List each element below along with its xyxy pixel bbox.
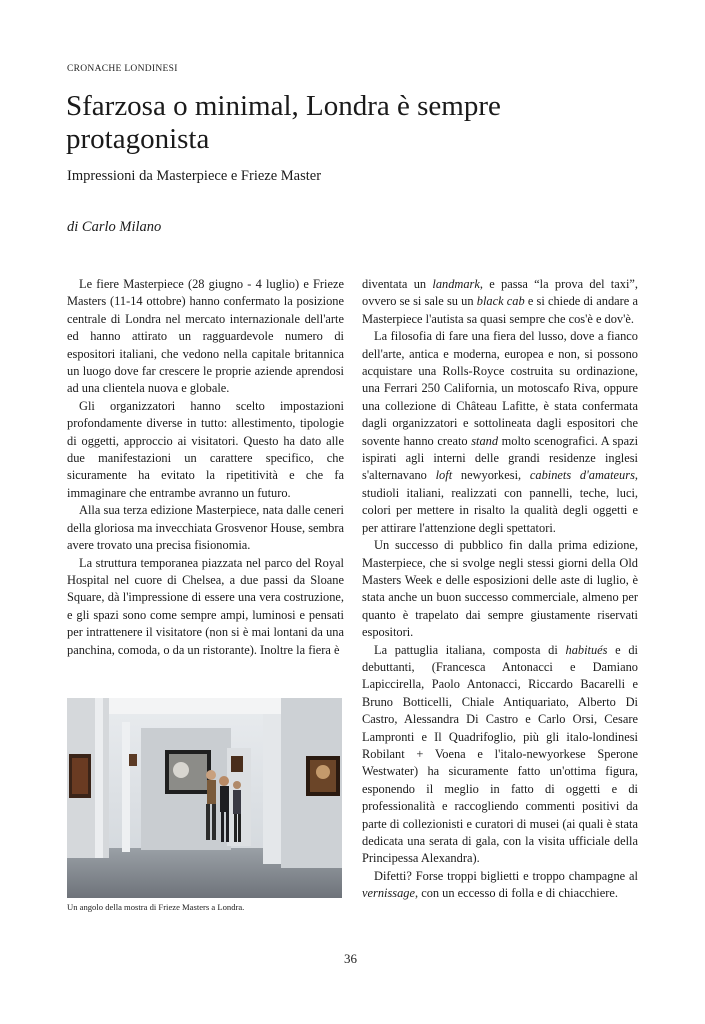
section-label: CRONACHE LONDINESI bbox=[67, 64, 178, 74]
right-column bbox=[362, 276, 638, 903]
exhibition-photo bbox=[67, 698, 342, 898]
article-subtitle: Impressioni da Masterpiece e Frieze Master bbox=[67, 168, 322, 184]
right-paragraph-4: La pattuglia italiana, composta di habitués e di debuttanti, (Francesca Antonacci e Damiano Lapiccirella, Paolo Antonacci, Riccardo Bacarelli e Bruno Botticelli, Chiale Antiquariato, Alberto Di Castro, Alessandra Di Castro e Carlo Orsi, Cesare Lampronti e Il Quadrifoglio, più gli italo-londinesi Robilant + Voena e l'italo-newyorkese Sperone Westwater) ha sicuramente fatto un'ottima figura, esponendo il meglio in fatto di oggetti e di professionalità e raccogliendo commenti positivi da parte di collezionisti e curatori di musei (ai quali è stata dedicata una serata di gala, con la visita ufficiale della Principessa Alexandra). bbox=[362, 642, 638, 866]
left-paragraph-2: Gli organizzatori hanno scelto impostazioni profondamente diverse in tutto: allestimento, tipologie di oggetti, approccio ai visitatori. Questo ha dato alle due manifestazioni un carattere specifico, che sicuramente ha evitato la ripetitività e che fa immaginare che entrambe avranno un futuro. bbox=[67, 398, 344, 500]
left-paragraph-4: La struttura temporanea piazzata nel parco del Royal Hospital nel cuore di Chelsea, a due passi da Sloane Square, dà l'impressione di essere una vera costruzione, e gli spazi sono come sempre ampi, luminosi e pensati per intrattenere il visitatore (non si è mai lontani da una panchina, comoda, o da un ristorante). Inoltre la fiera è bbox=[67, 555, 344, 657]
byline: di Carlo Milano bbox=[67, 219, 162, 235]
left-paragraph-1: Le fiere Masterpiece (28 giugno - 4 luglio) e Frieze Masters (11-14 ottobre) hanno confermato la posizione centrale di Londra nel mercato internazionale dell'arte ed hanno attirato un ragguardevole numero di espositori italiani, che vedono nella capitale britannica un luogo dove far crescere le proprie aziende aprendosi ad una clientela nuova e globale. bbox=[67, 277, 344, 396]
article-title: Sfarzosa o minimal, Londra è sempre protagonista bbox=[66, 90, 501, 155]
right-paragraph-2: La filosofia di fare una fiera del lusso, dove a fianco dell'arte, antica e moderna, europea e non, si possono acquistare una Rolls-Royce costruita su ordinazione, una Ferrari 250 California, un motoscafo Riva, oppure una collezione di Château Lafitte, è stata confermata dagli organizzatori e sottolineata dagli espositori che sovente hanno creato stand molto scenografici. A spazi ispirati agli interni delle grandi residenze inglesi s'alternavano loft newyorkesi, cabinets d'amateurs, studioli italiani, realizzati con pannelli, teche, luci, colori per mettere in risalto la qualità degli oggetti e per attirare l'attenzione degli spettatori. bbox=[362, 329, 639, 535]
left-column bbox=[67, 276, 344, 659]
right-paragraph-5: Difetti? Forse troppi biglietti e troppo champagne al vernissage, con un eccesso di folla e di chiacchiere. bbox=[362, 868, 638, 901]
photo-caption: Un angolo della mostra di Frieze Masters a Londra. bbox=[67, 902, 245, 912]
right-paragraph-3: Un successo di pubblico fin dalla prima edizione, Masterpiece, che si svolge negli stessi giorni della Old Masters Week e delle esposizioni delle aste di luglio, è stata anche un buon successo commerciale, almeno per quanto è trapelato dai sempre giustamente riservati espositori. bbox=[362, 538, 638, 640]
right-paragraph-1: diventata un landmark, e passa “la prova del taxi”, ovvero se si sale su un black cab e si chiede di andare a Masterpiece l'autista sa quasi sempre che cos'è e dov'è. bbox=[362, 277, 638, 326]
left-paragraph-3: Alla sua terza edizione Masterpiece, nata dalle ceneri della gloriosa ma invecchiata Grosvenor House, sembra avere trovato una precisa fisionomia. bbox=[67, 503, 344, 553]
page-number: 36 bbox=[344, 951, 357, 966]
